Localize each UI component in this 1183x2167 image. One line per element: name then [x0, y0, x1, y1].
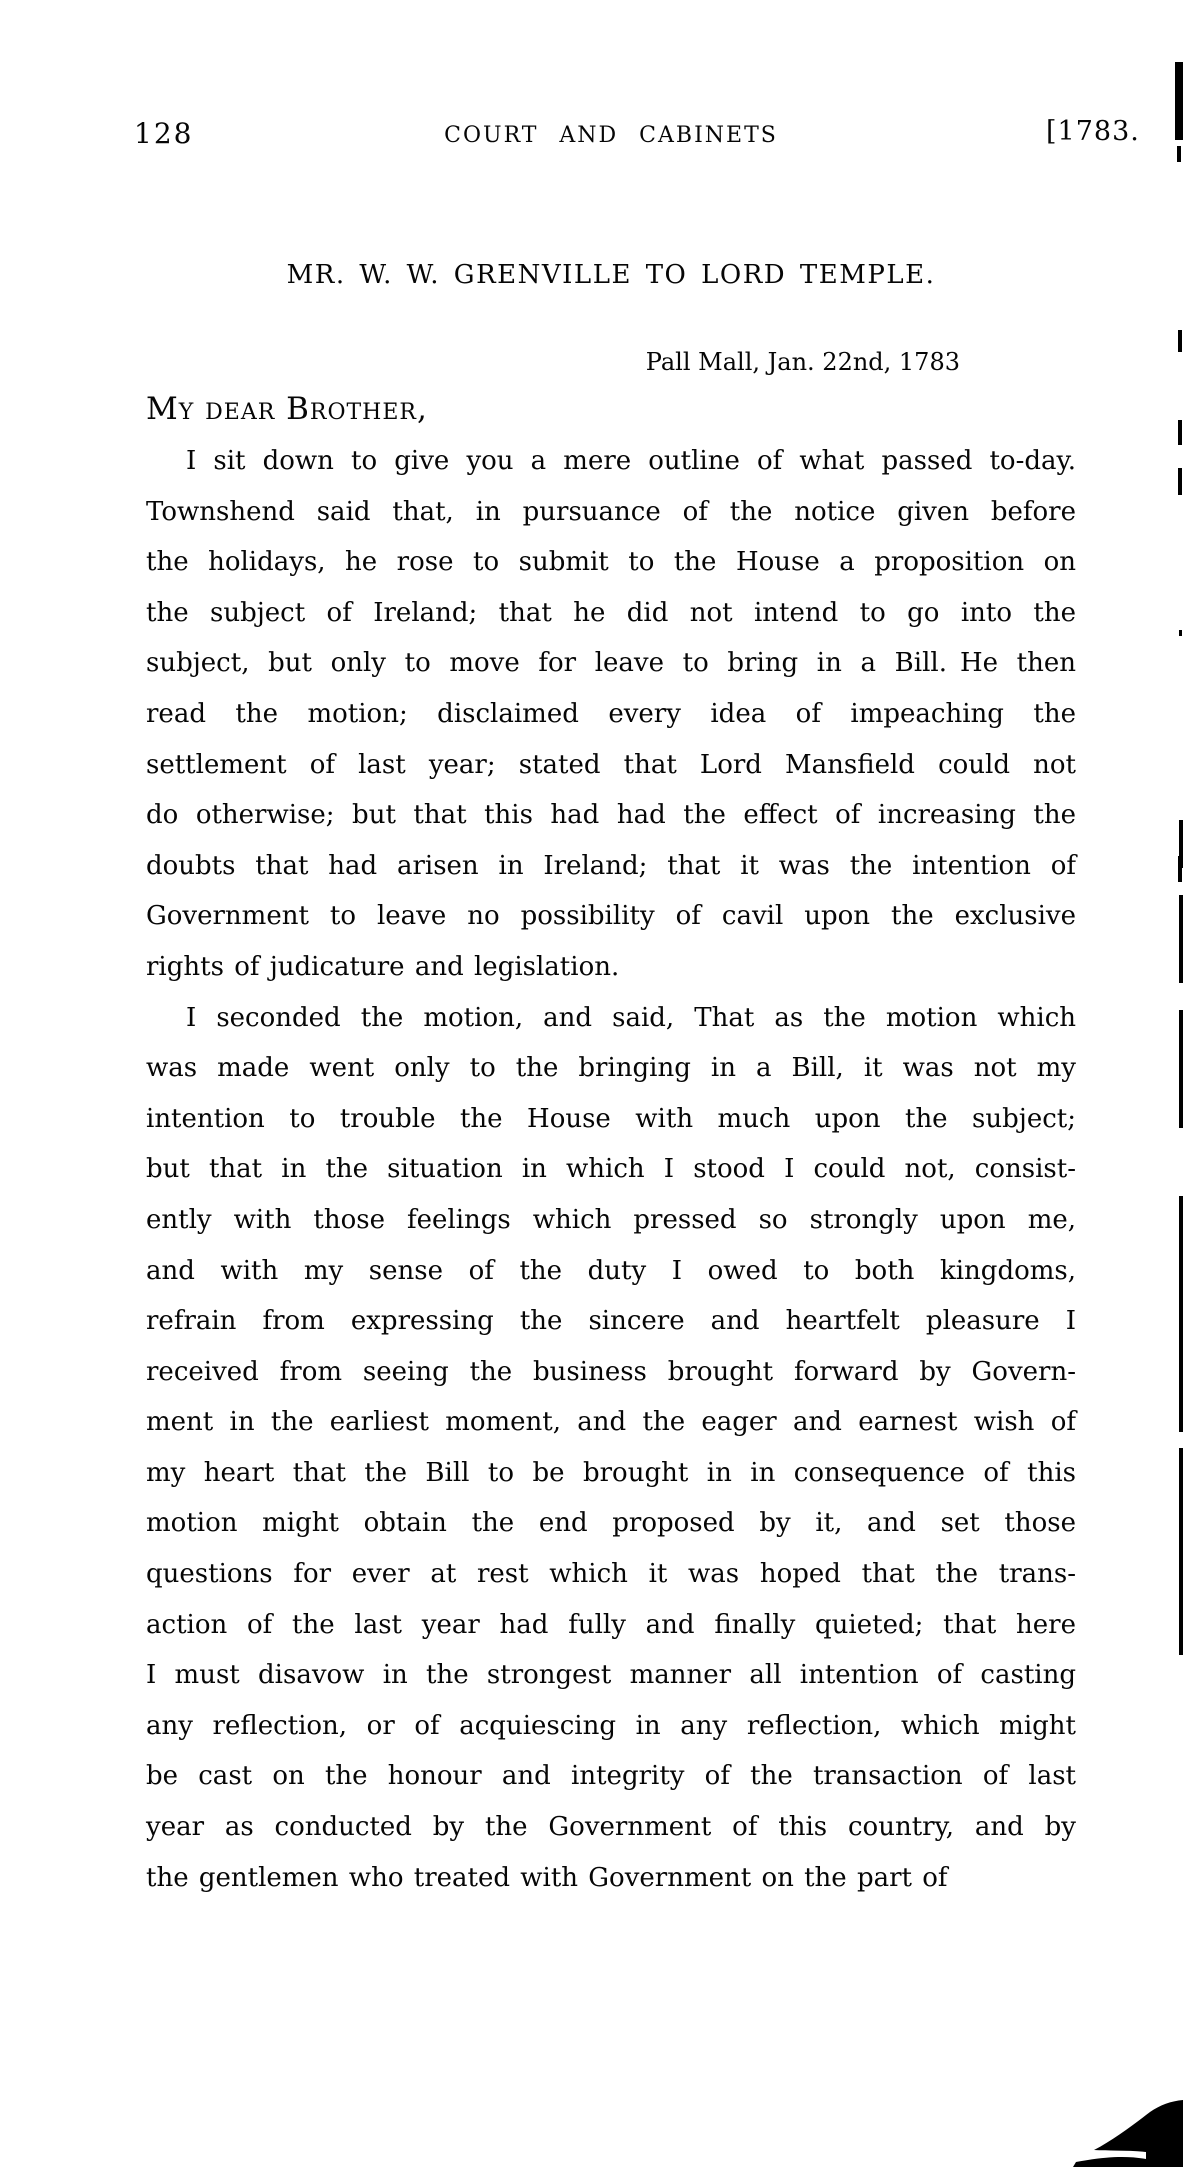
text-line: settlement of last year; stated that Lord Mansfield could not — [146, 749, 1076, 780]
salutation: My dear Brother, — [146, 391, 428, 427]
paragraph — [146, 993, 1076, 1904]
text-line: my heart that the Bill to be brought in in consequence of this — [146, 1457, 1076, 1488]
text-line: Government to leave no possibility of cavil upon the exclusive — [146, 901, 1076, 932]
text-line: I sit down to give you a mere outline of what passed to-day. — [186, 446, 1076, 476]
scan-edge-mark — [1178, 330, 1182, 352]
running-title: COURT AND CABINETS — [444, 123, 778, 148]
text-line: I seconded the motion, and said, That as the motion which — [186, 1002, 1076, 1033]
text-line: rights of judicature and legislation. — [146, 951, 620, 982]
text-line: refrain from expressing the sincere and heartfelt pleasure I — [146, 1306, 1076, 1337]
paragraph — [146, 436, 1076, 993]
text-line: action of the last year had fully and finally quieted; that here — [146, 1609, 1076, 1640]
text-line: ment in the earliest moment, and the eager and earnest wish of — [146, 1407, 1076, 1438]
text-line: intention to trouble the House with much upon the subject; — [146, 1103, 1076, 1134]
text-line: any reflection, or of acquiescing in any reflection, which might — [146, 1710, 1076, 1741]
year-label: [1783. — [1046, 116, 1140, 147]
dateline: Pall Mall, Jan. 22nd, 1783 — [645, 348, 960, 376]
scan-edge-line — [1179, 1448, 1183, 1655]
text-line: ently with those feelings which pressed so strongly upon me, — [146, 1204, 1076, 1235]
scan-edge-line — [1179, 1010, 1183, 1128]
scan-corner-blob — [1038, 2092, 1183, 2167]
text-line: the subject of Ireland; that he did not intend to go into the — [146, 597, 1076, 628]
page-number: 128 — [134, 117, 194, 150]
scan-edge-line — [1179, 820, 1183, 868]
text-line: the gentlemen who treated with Government on the part of — [146, 1862, 948, 1893]
scan-edge-line — [1179, 1196, 1183, 1432]
text-line: Townshend said that, in pursuance of the notice given before — [146, 496, 1076, 527]
scan-edge-bar — [1175, 62, 1183, 140]
text-line: motion might obtain the end proposed by it, and set those — [146, 1508, 1076, 1539]
text-line: and with my sense of the duty I owed to both kingdoms, — [146, 1255, 1076, 1286]
text-line: was made went only to the bringing in a Bill, it was not my — [146, 1053, 1076, 1084]
scan-edge-mark — [1178, 420, 1182, 445]
scan-edge-line — [1179, 895, 1183, 983]
text-line: year as conducted by the Government of this country, and by — [146, 1812, 1076, 1843]
text-line: subject, but only to move for leave to bring in a Bill. He then — [146, 648, 1076, 679]
text-line: read the motion; disclaimed every idea of impeaching the — [146, 698, 1076, 729]
scan-edge-mark — [1177, 146, 1181, 162]
text-line: questions for ever at rest which it was hoped that the trans- — [146, 1559, 1076, 1590]
text-line: I must disavow in the strongest manner all intention of casting — [146, 1660, 1076, 1691]
text-line: received from seeing the business brought forward by Govern- — [146, 1356, 1076, 1387]
letter-body — [146, 436, 1076, 1903]
text-line: doubts that had arisen in Ireland; that it was the intention of — [146, 850, 1076, 881]
letter-heading: MR. W. W. GRENVILLE TO LORD TEMPLE. — [286, 260, 936, 290]
text-line: the holidays, he rose to submit to the House a proposition on — [146, 547, 1076, 578]
text-line: but that in the situation in which I stood I could not, consist- — [146, 1154, 1076, 1185]
scan-edge-mark — [1178, 468, 1182, 495]
scan-edge-mark — [1179, 630, 1182, 636]
text-line: do otherwise; but that this had had the effect of increasing the — [146, 800, 1076, 831]
text-line: be cast on the honour and integrity of the transaction of last — [146, 1761, 1076, 1792]
